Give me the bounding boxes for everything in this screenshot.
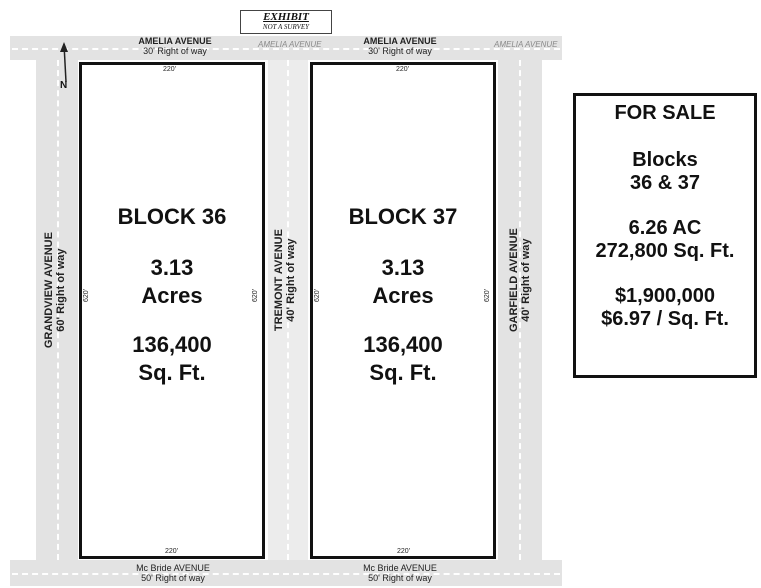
north-arrow-label: N bbox=[60, 80, 68, 91]
block-36-left-dim: 620' bbox=[83, 288, 91, 303]
block-36-acres-unit: Acres bbox=[141, 283, 203, 309]
exhibit-subtitle: NOT A SURVEY bbox=[262, 23, 310, 31]
sale-acreage: 6.26 AC bbox=[628, 217, 702, 239]
sale-price-per-sqft: $6.97 / Sq. Ft. bbox=[601, 308, 729, 330]
block-37-sqft: 136,400 bbox=[363, 331, 443, 357]
mcbride-name-right: Mc Bride AVENUE bbox=[363, 563, 437, 573]
block-37-label bbox=[313, 203, 493, 388]
mcbride-label-left bbox=[118, 564, 228, 584]
sale-price: $1,900,000 bbox=[614, 285, 716, 307]
exhibit-title: EXHIBIT bbox=[263, 11, 309, 23]
for-sale-box bbox=[573, 93, 757, 378]
garfield-label bbox=[508, 217, 532, 343]
amelia-ghost-label-2: AMELIA AVENUE bbox=[494, 40, 558, 49]
block-36-sqft: 136,400 bbox=[132, 331, 212, 357]
block-37-acres-unit: Acres bbox=[372, 283, 434, 309]
tremont-label bbox=[273, 220, 297, 340]
amelia-row-left: 30' Right of way bbox=[143, 45, 207, 56]
block-36-acres: 3.13 bbox=[150, 254, 194, 280]
garfield-row: 40' Right of way bbox=[520, 238, 532, 322]
amelia-row-right: 30' Right of way bbox=[368, 45, 432, 56]
mcbride-name-left: Mc Bride AVENUE bbox=[136, 563, 210, 573]
mcbride-label-right bbox=[345, 564, 455, 584]
block-37-top-dim: 220' bbox=[396, 66, 410, 73]
garfield-name: GARFIELD AVENUE bbox=[507, 228, 520, 333]
tremont-name: TREMONT AVENUE bbox=[272, 229, 285, 332]
mcbride-row-left: 50' Right of way bbox=[141, 572, 205, 583]
amelia-label-left bbox=[120, 37, 230, 57]
block-36-right-dim: 620' bbox=[252, 288, 260, 303]
sale-sqft: 272,800 Sq. Ft. bbox=[595, 240, 735, 262]
block-37-left-dim: 620' bbox=[314, 288, 322, 303]
block-36-name: BLOCK 36 bbox=[117, 204, 227, 229]
exhibit-header bbox=[240, 10, 332, 34]
amelia-ghost-label-1: AMELIA AVENUE bbox=[258, 40, 322, 49]
block-36-sqft-unit: Sq. Ft. bbox=[138, 360, 206, 386]
amelia-label-right bbox=[345, 37, 455, 57]
grandview-label bbox=[43, 225, 67, 355]
tremont-row: 40' Right of way bbox=[285, 238, 297, 322]
amelia-name-left: AMELIA AVENUE bbox=[138, 36, 212, 46]
block-37-acres: 3.13 bbox=[381, 254, 425, 280]
block-37-bottom-dim: 220' bbox=[397, 548, 411, 555]
block-37-sqft-unit: Sq. Ft. bbox=[369, 360, 437, 386]
grandview-row: 60' Right of way bbox=[55, 248, 67, 332]
mcbride-centerline bbox=[12, 573, 560, 575]
amelia-name-right: AMELIA AVENUE bbox=[363, 36, 437, 46]
block-36-bottom-dim: 220' bbox=[165, 548, 179, 555]
block-37-name: BLOCK 37 bbox=[348, 204, 458, 229]
block-36-label bbox=[82, 203, 262, 388]
mcbride-row-right: 50' Right of way bbox=[368, 572, 432, 583]
block-36-top-dim: 220' bbox=[163, 66, 177, 73]
sale-blocks-line1: Blocks bbox=[632, 149, 698, 171]
sale-blocks-line2: 36 & 37 bbox=[629, 172, 701, 194]
sale-heading: FOR SALE bbox=[614, 102, 716, 124]
block-37-right-dim: 620' bbox=[484, 288, 492, 303]
grandview-name: GRANDVIEW AVENUE bbox=[42, 232, 55, 349]
